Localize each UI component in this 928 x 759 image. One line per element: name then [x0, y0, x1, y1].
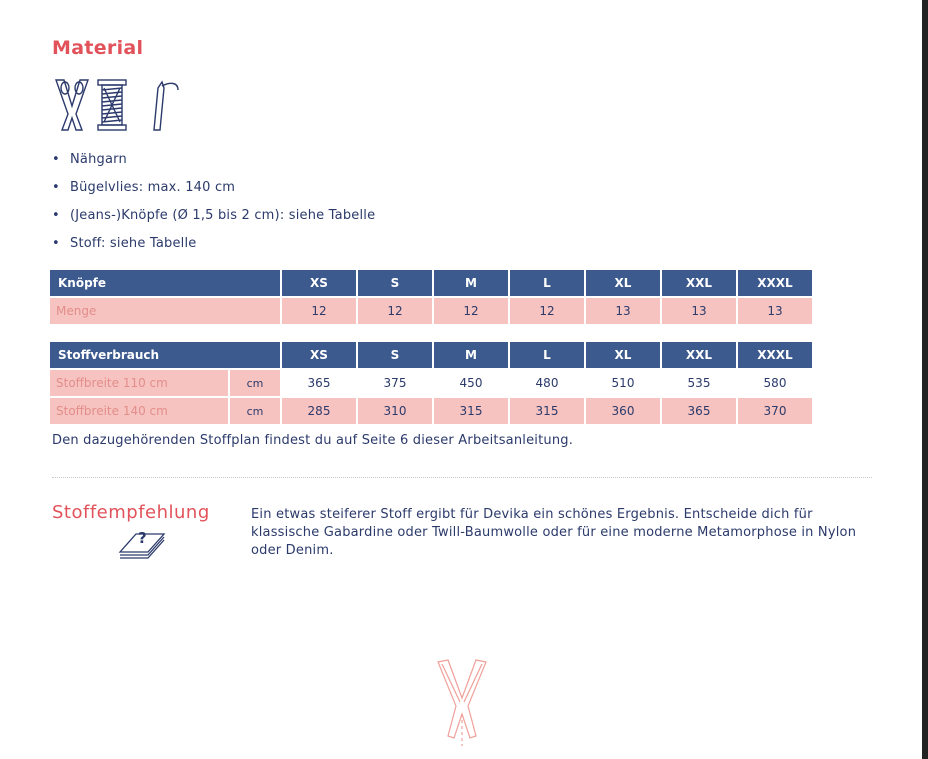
size-header: XS	[281, 270, 357, 297]
table-cell: 450	[433, 369, 509, 397]
table-row	[50, 369, 813, 397]
fabric-plan-note: Den dazugehörenden Stoffplan findest du auf Seite 6 dieser Arbeitsanleitung.	[52, 433, 574, 448]
table-header: Knöpfe	[50, 270, 281, 297]
recommendation-text: Ein etwas steiferer Stoff ergibt für Devika ein schönes Ergebnis. Entscheide dich für klassische Gabardine oder Twill-Baumwolle oder für eine moderne Metamorphose in Nylon oder Denim.	[251, 507, 857, 558]
size-header: M	[433, 270, 509, 297]
size-header: XS	[281, 342, 357, 369]
recommendation-heading: Stoffempfehlung	[52, 502, 210, 523]
table-cell: 365	[661, 397, 737, 425]
scissors-icon	[432, 658, 492, 748]
size-header: L	[509, 270, 585, 297]
size-header: S	[357, 270, 433, 297]
row-label: Menge	[50, 297, 281, 325]
needle-icon	[154, 82, 178, 130]
size-header: XXL	[661, 270, 737, 297]
table-cell: 310	[357, 397, 433, 425]
scissors-icon	[56, 80, 88, 130]
list-item: • Bügelvlies: max. 140 cm	[52, 178, 375, 206]
size-header: XL	[585, 270, 661, 297]
list-item: • (Jeans-)Knöpfe (Ø 1,5 bis 2 cm): siehe Tabelle	[52, 206, 375, 234]
material-list	[52, 150, 375, 262]
page-edge	[922, 0, 928, 759]
size-header: L	[509, 342, 585, 369]
thread-spool-icon	[98, 80, 126, 130]
table-cell: 285	[281, 397, 357, 425]
table-header: Stoffverbrauch	[50, 342, 281, 369]
table-cell: 13	[585, 297, 661, 325]
table-cell: 12	[433, 297, 509, 325]
table-cell: 315	[433, 397, 509, 425]
section-divider	[52, 477, 872, 478]
table-cell: 13	[661, 297, 737, 325]
table-cell: 12	[281, 297, 357, 325]
table-cell: 375	[357, 369, 433, 397]
table-row	[50, 397, 813, 425]
table-cell: 315	[509, 397, 585, 425]
fabric-table	[50, 342, 814, 426]
size-header: XL	[585, 342, 661, 369]
svg-text:?: ?	[138, 529, 147, 547]
list-item: • Nähgarn	[52, 150, 375, 178]
buttons-table	[50, 270, 814, 326]
table-cell: 480	[509, 369, 585, 397]
row-label: Stoffbreite 140 cm	[50, 397, 229, 425]
table-cell: 535	[661, 369, 737, 397]
list-item: • Stoff: siehe Tabelle	[52, 234, 375, 262]
fabric-stack-question-icon	[118, 524, 168, 560]
table-cell: 580	[737, 369, 813, 397]
row-label: Stoffbreite 110 cm	[50, 369, 229, 397]
unit-label: cm	[229, 369, 281, 397]
size-header: S	[357, 342, 433, 369]
table-cell: 510	[585, 369, 661, 397]
size-header: XXXL	[737, 342, 813, 369]
table-cell: 13	[737, 297, 813, 325]
table-cell: 12	[357, 297, 433, 325]
sewing-tools-icons	[50, 76, 190, 134]
table-cell: 370	[737, 397, 813, 425]
material-heading: Material	[52, 37, 144, 59]
size-header: M	[433, 342, 509, 369]
table-cell: 12	[509, 297, 585, 325]
size-header: XXL	[661, 342, 737, 369]
unit-label: cm	[229, 397, 281, 425]
table-cell: 360	[585, 397, 661, 425]
size-header: XXXL	[737, 270, 813, 297]
table-cell: 365	[281, 369, 357, 397]
